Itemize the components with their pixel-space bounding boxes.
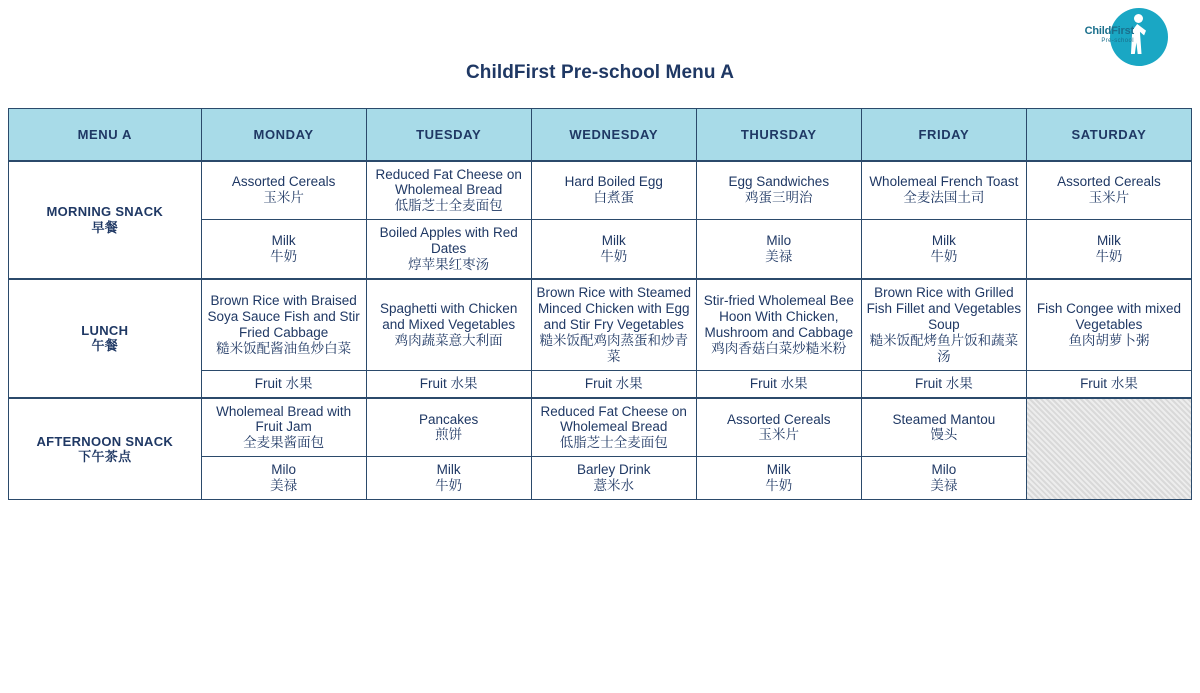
cell-morning-wednesday: Hard Boiled Egg 白煮蛋 xyxy=(531,161,696,220)
row-label-afternoon-snack: AFTERNOON SNACK 下午茶点 xyxy=(9,398,202,500)
cell-lunch-monday: Brown Rice with Braised Soya Sauce Fish and Stir Fried Cabbage 糙米饭配酱油鱼炒白菜 xyxy=(201,279,366,370)
logo-figure-head xyxy=(1134,14,1143,23)
cell-lunch-saturday: Fish Congee with mixed Vegetables 鱼肉胡萝卜粥 xyxy=(1026,279,1191,370)
cell-afternoon-tuesday: Pancakes 煎饼 xyxy=(366,398,531,457)
table-row xyxy=(9,279,1192,370)
table-row xyxy=(9,161,1192,220)
cell-afternoon-thursday: Assorted Cereals 玉米片 xyxy=(696,398,861,457)
cell-afternoon-drink-thursday: Milk 牛奶 xyxy=(696,457,861,500)
logo-wordmark xyxy=(1078,26,1134,44)
page-title: ChildFirst Pre-school Menu A xyxy=(465,62,735,83)
menu-table-head xyxy=(9,109,1192,161)
cell-morning-friday: Wholemeal French Toast 全麦法国土司 xyxy=(861,161,1026,220)
cell-afternoon-friday: Steamed Mantou 馒头 xyxy=(861,398,1026,457)
cell-afternoon-drink-friday: Milo 美禄 xyxy=(861,457,1026,500)
row-label-lunch: LUNCH 午餐 xyxy=(9,279,202,398)
menu-table xyxy=(8,108,1192,500)
cell-afternoon-wednesday: Reduced Fat Cheese on Wholemeal Bread 低脂芝士全麦面包 xyxy=(531,398,696,457)
cell-lunch-wednesday: Brown Rice with Steamed Minced Chicken with Egg and Stir Fry Vegetables 糙米饭配鸡肉蒸蛋和炒青菜 xyxy=(531,279,696,370)
cell-morning-monday: Assorted Cereals 玉米片 xyxy=(201,161,366,220)
logo-brand-sub: Pre-school xyxy=(1101,37,1134,44)
cell-morning-tuesday: Reduced Fat Cheese on Wholemeal Bread 低脂芝士全麦面包 xyxy=(366,161,531,220)
header-saturday: SATURDAY xyxy=(1026,109,1191,161)
cell-afternoon-monday: Wholemeal Bread with Fruit Jam 全麦果酱面包 xyxy=(201,398,366,457)
cell-lunch-fruit-monday: Fruit 水果 xyxy=(201,370,366,397)
cell-morning-drink-friday: Milk 牛奶 xyxy=(861,220,1026,279)
cell-lunch-fruit-friday: Fruit 水果 xyxy=(861,370,1026,397)
header-tuesday: TUESDAY xyxy=(366,109,531,161)
cell-lunch-thursday: Stir-fried Wholemeal Bee Hoon With Chicken, Mushroom and Cabbage 鸡肉香菇白菜炒糙米粉 xyxy=(696,279,861,370)
childfirst-logo-icon xyxy=(1078,6,1174,68)
cell-lunch-friday: Brown Rice with Grilled Fish Fillet and Vegetables Soup 糙米饭配烤鱼片饭和蔬菜汤 xyxy=(861,279,1026,370)
cell-lunch-fruit-thursday: Fruit 水果 xyxy=(696,370,861,397)
header-wednesday: WEDNESDAY xyxy=(531,109,696,161)
header-thursday: THURSDAY xyxy=(696,109,861,161)
table-header-row xyxy=(9,109,1192,161)
cell-morning-drink-tuesday: Boiled Apples with Red Dates 焞苹果红枣汤 xyxy=(366,220,531,279)
logo-brand-main: ChildFirst xyxy=(1084,25,1134,37)
cell-morning-drink-thursday: Milo 美禄 xyxy=(696,220,861,279)
cell-afternoon-drink-wednesday: Barley Drink 薏米水 xyxy=(531,457,696,500)
cell-morning-saturday: Assorted Cereals 玉米片 xyxy=(1026,161,1191,220)
header-friday: FRIDAY xyxy=(861,109,1026,161)
cell-lunch-fruit-tuesday: Fruit 水果 xyxy=(366,370,531,397)
cell-afternoon-drink-tuesday: Milk 牛奶 xyxy=(366,457,531,500)
header-menu-a: MENU A xyxy=(9,109,202,161)
cell-lunch-fruit-wednesday: Fruit 水果 xyxy=(531,370,696,397)
cell-lunch-fruit-saturday: Fruit 水果 xyxy=(1026,370,1191,397)
cell-lunch-tuesday: Spaghetti with Chicken and Mixed Vegetables 鸡肉蔬菜意大利面 xyxy=(366,279,531,370)
cell-morning-drink-saturday: Milk 牛奶 xyxy=(1026,220,1191,279)
menu-table-body xyxy=(9,161,1192,500)
cell-afternoon-saturday-empty xyxy=(1026,398,1191,500)
cell-morning-drink-monday: Milk 牛奶 xyxy=(201,220,366,279)
cell-morning-thursday: Egg Sandwiches 鸡蛋三明治 xyxy=(696,161,861,220)
row-label-morning-snack: MORNING SNACK 早餐 xyxy=(9,161,202,280)
table-row xyxy=(9,398,1192,457)
header-monday: MONDAY xyxy=(201,109,366,161)
cell-morning-drink-wednesday: Milk 牛奶 xyxy=(531,220,696,279)
cell-afternoon-drink-monday: Milo 美禄 xyxy=(201,457,366,500)
